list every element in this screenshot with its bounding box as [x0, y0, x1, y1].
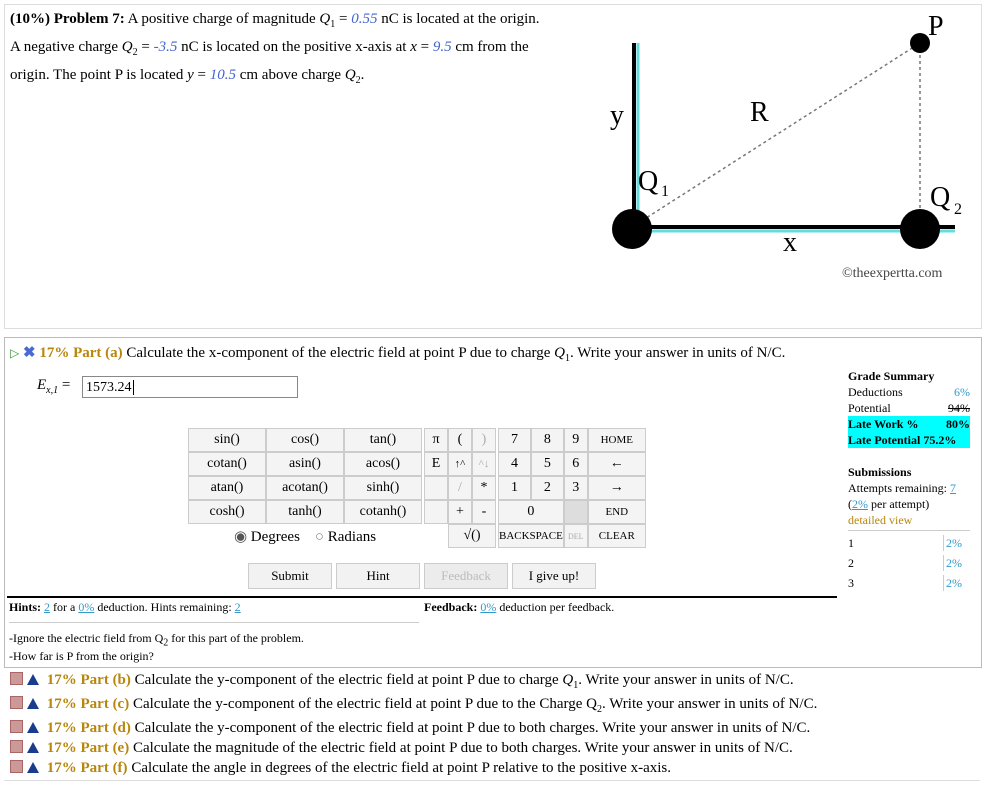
- calculator-keypad: [188, 428, 646, 548]
- key-4[interactable]: 4: [498, 452, 531, 476]
- part-a-question: Calculate the x-component of the electric field at point P due to charge: [126, 345, 551, 361]
- label-q2: Q: [930, 182, 951, 213]
- r-line: [632, 43, 920, 227]
- per-attempt-value[interactable]: 2%: [852, 497, 868, 511]
- grade-title: Grade Summary: [848, 369, 935, 383]
- key-acos[interactable]: acos(): [344, 452, 422, 476]
- key-asin[interactable]: asin(): [266, 452, 344, 476]
- key-close-paren[interactable]: ): [472, 428, 496, 452]
- late-potential-value: 75.2%: [923, 433, 957, 447]
- part-e-row[interactable]: 17% Part (e) Calculate the magnitude of the electric field at point P due to both charges. Write your answer in units of N/C.: [10, 739, 793, 757]
- x-value: 9.5: [432, 39, 452, 55]
- feedback-button[interactable]: Feedback: [424, 563, 508, 589]
- key-5[interactable]: 5: [531, 452, 564, 476]
- key-open-paren[interactable]: (: [448, 428, 472, 452]
- warning-icon: [27, 742, 39, 753]
- degrees-label: Degrees: [250, 528, 300, 545]
- collapse-icon[interactable]: [10, 672, 23, 685]
- key-clear[interactable]: CLEAR: [588, 524, 646, 548]
- key-3[interactable]: 3: [564, 476, 588, 500]
- potential-value: 94%: [948, 401, 970, 415]
- key-sqrt[interactable]: √(): [448, 524, 496, 548]
- warning-icon: [27, 698, 39, 709]
- key-cos[interactable]: cos(): [266, 428, 344, 452]
- warning-icon: [27, 722, 39, 733]
- key-up[interactable]: ↑^: [448, 452, 472, 476]
- key-del[interactable]: DEL: [564, 524, 588, 548]
- play-icon[interactable]: ▷: [10, 346, 20, 360]
- key-plus[interactable]: +: [448, 500, 472, 524]
- late-work-value: 80%: [946, 417, 970, 431]
- charge-q1: [612, 209, 652, 249]
- hints-subdivider: [9, 622, 419, 623]
- attempt-row: 2 2%: [848, 555, 970, 571]
- feedback-header: Feedback: 0% deduction per feedback.: [424, 600, 615, 614]
- key-0[interactable]: 0: [498, 500, 564, 524]
- copyright-text: ©theexpertta.com: [842, 266, 943, 281]
- key-7[interactable]: 7: [498, 428, 531, 452]
- part-c-row[interactable]: 17% Part (c) Calculate the y-component of the electric field at point P due to the Charge $Q_2$. Write your answer in units of N/C.: [10, 695, 817, 715]
- hints-divider: [7, 596, 837, 598]
- give-up-button[interactable]: I give up!: [512, 563, 596, 589]
- problem-weight: (10%): [10, 11, 50, 27]
- detailed-view-link[interactable]: detailed view: [848, 513, 913, 527]
- label-x: x: [783, 227, 797, 258]
- key-cotanh[interactable]: cotanh(): [344, 500, 422, 524]
- key-sin[interactable]: sin(): [188, 428, 266, 452]
- hint-1: -Ignore the electric field from $Q_2$ for this part of the problem.: [9, 631, 304, 649]
- hint-button[interactable]: Hint: [336, 563, 420, 589]
- label-q2-sub: 2: [954, 201, 962, 218]
- collapse-icon[interactable]: [10, 720, 23, 733]
- warning-icon: [27, 674, 39, 685]
- key-right[interactable]: →: [588, 476, 646, 500]
- cross-icon: ✖: [22, 345, 36, 361]
- key-down[interactable]: ^↓: [472, 452, 496, 476]
- charge-diagram: [600, 8, 970, 258]
- key-tanh[interactable]: tanh(): [266, 500, 344, 524]
- hints-deduction[interactable]: 0%: [78, 600, 95, 614]
- label-q1-sub: 1: [661, 183, 669, 200]
- key-minus[interactable]: -: [472, 500, 496, 524]
- problem-label: Problem 7:: [53, 11, 125, 27]
- attempt-row: 1 2%: [848, 535, 970, 551]
- key-8[interactable]: 8: [531, 428, 564, 452]
- label-y: y: [610, 100, 624, 131]
- key-divide[interactable]: /: [448, 476, 472, 500]
- key-e[interactable]: E: [424, 452, 448, 476]
- key-atan[interactable]: atan(): [188, 476, 266, 500]
- part-b-row[interactable]: 17% Part (b) Calculate the y-component of the electric field at point P due to charge $Q_1$. Write your answer in units of N/C.: [10, 671, 794, 691]
- problem-text-1: A positive charge of magnitude: [127, 11, 316, 27]
- key-pi[interactable]: π: [424, 428, 448, 452]
- degrees-radio[interactable]: ◉: [233, 528, 248, 545]
- charge-q2: [900, 209, 940, 249]
- key-tan[interactable]: tan(): [344, 428, 422, 452]
- key-blank-3: [564, 500, 588, 524]
- key-cotan[interactable]: cotan(): [188, 452, 266, 476]
- label-r: R: [750, 97, 769, 128]
- collapse-icon[interactable]: [10, 760, 23, 773]
- key-1[interactable]: 1: [498, 476, 531, 500]
- label-p: P: [928, 11, 944, 42]
- warning-icon: [27, 762, 39, 773]
- key-sinh[interactable]: sinh(): [344, 476, 422, 500]
- submit-button[interactable]: Submit: [248, 563, 332, 589]
- radians-radio[interactable]: ○: [314, 528, 324, 545]
- attempt-row: 3 2%: [848, 575, 970, 591]
- key-blank-2: [424, 500, 448, 524]
- key-acotan[interactable]: acotan(): [266, 476, 344, 500]
- key-6[interactable]: 6: [564, 452, 588, 476]
- hints-count[interactable]: 2: [44, 600, 51, 614]
- grade-summary: Grade Summary Deductions 6% Potential 94% Late Work % 80% Late Potential 75.2% Submissions Attempts remaining: 7 (2% per attempt) detailed view 1 2% 2 2% 3 2%: [848, 369, 970, 590]
- collapse-icon[interactable]: [10, 696, 23, 709]
- part-f-row[interactable]: 17% Part (f) Calculate the angle in degrees of the electric field at point P relative to the positive x-axis.: [10, 759, 671, 777]
- deductions-value: 6%: [954, 385, 970, 399]
- bottom-divider: [4, 780, 980, 781]
- key-9[interactable]: 9: [564, 428, 588, 452]
- y-value: 10.5: [209, 67, 236, 83]
- part-a-name: Part (a): [73, 345, 123, 361]
- key-home[interactable]: HOME: [588, 428, 646, 452]
- radians-label: Radians: [327, 528, 377, 545]
- q2-value: -3.5: [153, 39, 178, 55]
- key-2[interactable]: 2: [531, 476, 564, 500]
- answer-label: $E_{x,1}$ =: [37, 377, 71, 396]
- part-a-weight: 17%: [39, 345, 70, 361]
- q1-value: 0.55: [351, 11, 378, 27]
- answer-input[interactable]: 1573.24: [82, 376, 298, 398]
- problem-statement: (10%) Problem 7: A positive charge of magnitude $Q_1 = 0.55$ nC is located at the origin. A negative charge $Q_2 = -3.5$ nC is located on the positive x-axis at x = 9.5 cm from the origin. The point P is located y = 10.5 cm above charge $Q_2$.: [10, 11, 540, 86]
- key-left[interactable]: ←: [588, 452, 646, 476]
- label-q1: Q: [638, 166, 659, 197]
- attempts-remaining[interactable]: 7: [949, 481, 956, 495]
- hints-header: Hints: 2 for a 0% deduction. Hints remaining: 2: [9, 600, 241, 614]
- key-multiply[interactable]: *: [472, 476, 496, 500]
- key-end[interactable]: END: [588, 500, 646, 524]
- feedback-deduction[interactable]: 0%: [480, 600, 497, 614]
- hint-2: -How far is P from the origin?: [9, 649, 154, 663]
- part-a-header: ▷ ✖ 17% Part (a) Calculate the x-component of the electric field at point P due to charge $Q_1$. Write your answer in units of N/C.: [10, 345, 786, 364]
- point-p: [910, 33, 930, 53]
- submissions-title: Submissions: [848, 465, 912, 479]
- key-backspace[interactable]: BACKSPACE: [498, 524, 564, 548]
- key-blank-1: [424, 476, 448, 500]
- part-d-row[interactable]: 17% Part (d) Calculate the y-component of the electric field at point P due to both charges. Write your answer in units of N/C.: [10, 719, 810, 737]
- collapse-icon[interactable]: [10, 740, 23, 753]
- key-cosh[interactable]: cosh(): [188, 500, 266, 524]
- angle-mode: [188, 524, 422, 548]
- hints-remaining[interactable]: 2: [234, 600, 241, 614]
